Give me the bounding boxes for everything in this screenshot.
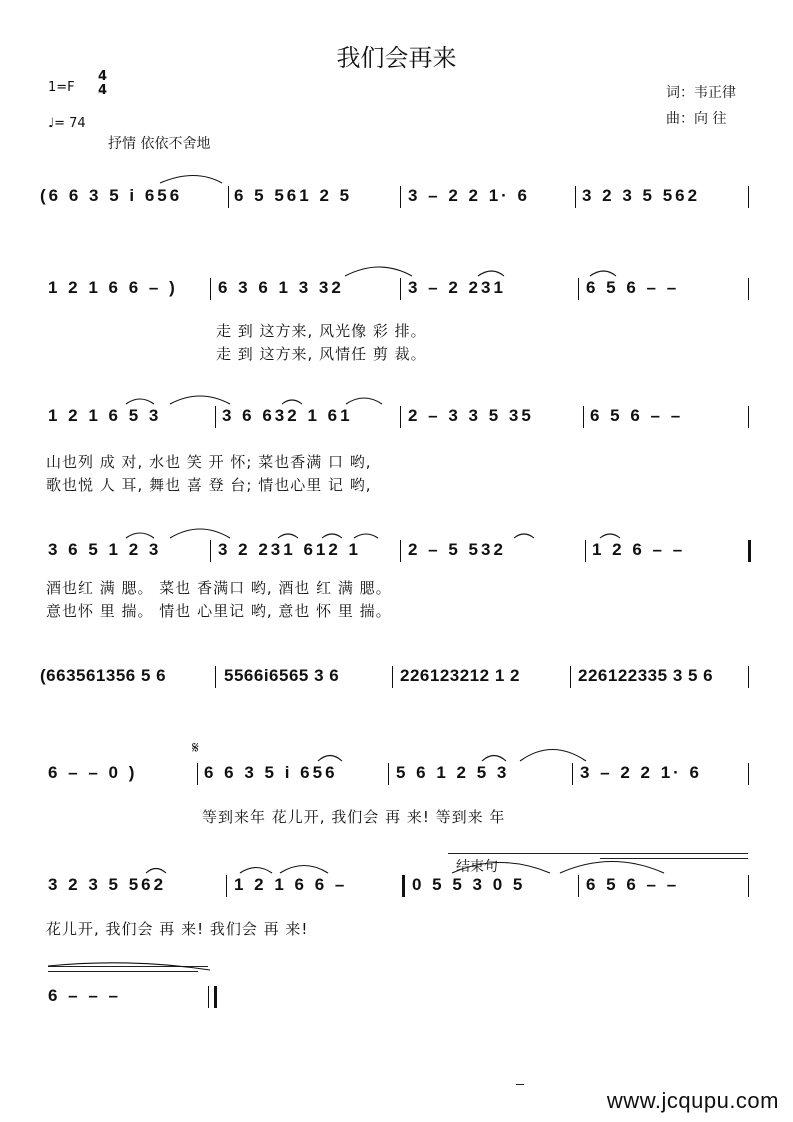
slur (160, 176, 222, 184)
barline (400, 278, 401, 300)
barline (575, 186, 576, 208)
barline (210, 278, 211, 300)
expression-marking: 抒情 依依不舍地 (108, 136, 211, 152)
tie-line (48, 971, 198, 972)
quarter-note-icon: ♩ (48, 116, 55, 131)
slur (278, 534, 298, 538)
measure: 5 6 1 2 5 3 (396, 763, 510, 782)
slur (354, 534, 378, 538)
barline (400, 406, 401, 428)
composer-credit: 曲：向 往 (666, 111, 727, 127)
key-signature: 1=F (48, 80, 75, 95)
tempo-value: = 74 (54, 116, 86, 131)
tempo-marking (48, 116, 86, 131)
lyric-line: 山也列 成 对, 水也 笑 开 怀; 菜也香满 口 哟, (46, 453, 372, 471)
barline (215, 406, 216, 428)
barline (226, 875, 227, 897)
measure: 1 2 6 – – (592, 540, 686, 559)
final-barline (214, 986, 217, 1008)
measure: 6 5 6 – – (590, 406, 684, 425)
measure: 3 6 632 1 61 (222, 406, 353, 425)
measure: 226122335 3 5 6 (578, 666, 714, 685)
measure: 3 – 2 2 1· 6 (580, 763, 703, 782)
barline (748, 666, 749, 688)
measure: 6 6 3 5 i 656 (204, 763, 338, 782)
slur (520, 750, 586, 762)
barline (215, 666, 216, 688)
measure: 3 2 231 612 1 (218, 540, 361, 559)
measure: 1 2 1 6 5 3 (48, 406, 162, 425)
slur (560, 862, 664, 874)
lyricist-credit: 词：韦正律 (666, 85, 736, 101)
barline (572, 763, 573, 785)
measure: 3 2 3 5 562 (582, 186, 701, 205)
small-mark (516, 1084, 524, 1085)
barline (748, 875, 749, 897)
slur (280, 866, 328, 874)
slur (482, 756, 506, 762)
slur (590, 271, 616, 276)
barline (748, 406, 749, 428)
segno-icon: 𝄋 (192, 738, 199, 757)
slur (345, 267, 412, 276)
measure: (6 6 3 5 i 656 (40, 186, 183, 205)
measure: 226123212 1 2 (400, 666, 520, 685)
barline (197, 763, 198, 785)
barline (748, 186, 749, 208)
barline (210, 540, 211, 562)
page-title: 我们会再来 (336, 44, 457, 72)
time-signature-top: 4 (98, 69, 108, 84)
lyric-line: 走 到 这方来, 风光像 彩 排。 (216, 322, 427, 340)
slur (282, 400, 302, 404)
measure: 3 – 2 231 (408, 278, 506, 297)
slur (126, 533, 154, 538)
ending-label: 结束句 (456, 859, 498, 875)
measure: 2 – 3 3 5 35 (408, 406, 534, 425)
measure: 2 – 5 532 (408, 540, 506, 559)
slur (322, 534, 342, 538)
lyric-line: 酒也红 满 腮。 菜也 香满口 哟, 酒也 红 满 腮。 (46, 579, 392, 597)
barline (585, 540, 586, 562)
volta-line (600, 858, 748, 859)
slur (126, 399, 154, 404)
measure: 3 2 3 5 562 (48, 875, 167, 894)
barline (748, 763, 749, 785)
time-signature-bottom: 4 (98, 83, 108, 98)
lyric-line: 走 到 这方来, 风情任 剪 裁。 (216, 345, 427, 363)
barline (208, 986, 209, 1008)
measure: 6 3 6 1 3 32 (218, 278, 344, 297)
slur (170, 396, 230, 404)
lyric-line: 等到来年 花儿开, 我们会 再 来! 等到来 年 (202, 808, 506, 826)
volta-line (448, 853, 748, 854)
slur (600, 534, 620, 538)
repeat-barline (402, 875, 405, 897)
measure: 6 5 6 – – (586, 278, 680, 297)
barline (748, 278, 749, 300)
slur (346, 398, 382, 404)
measure: 5566i6565 3 6 (224, 666, 340, 685)
measure: 6 – – – (48, 986, 121, 1005)
barline (570, 666, 571, 688)
watermark: www.jcqupu.com (606, 1088, 779, 1113)
measure: 1 2 1 6 6 – (234, 875, 348, 894)
barline (392, 666, 393, 688)
lyric-line: 歌也悦 人 耳, 舞也 喜 登 台; 情也心里 记 哟, (46, 476, 372, 494)
barline (578, 278, 579, 300)
slur (514, 534, 534, 538)
lyric-line: 花儿开, 我们会 再 来! 我们会 再 来! (46, 920, 309, 938)
measure: 6 5 561 2 5 (234, 186, 353, 205)
slur (318, 756, 342, 762)
slur (478, 271, 504, 276)
measure: 3 6 5 1 2 3 (48, 540, 162, 559)
barline (578, 875, 579, 897)
slur (146, 869, 166, 874)
barline (228, 186, 229, 208)
measure: 1 2 1 6 6 – ) (48, 278, 178, 297)
lyric-line: 意也怀 里 揣。 情也 心里记 哟, 意也 怀 里 揣。 (46, 602, 392, 620)
barline (388, 763, 389, 785)
slur (240, 868, 272, 874)
barline (583, 406, 584, 428)
measure: 6 5 6 – – (586, 875, 680, 894)
measure: (663561356 5 6 (40, 666, 167, 685)
measure: 3 – 2 2 1· 6 (408, 186, 531, 205)
measure: 0 5 5 3 0 5 (412, 875, 526, 894)
barline (400, 186, 401, 208)
slur (170, 529, 230, 538)
tie-line (48, 966, 208, 967)
repeat-barline (748, 540, 751, 562)
time-signature (98, 70, 107, 98)
measure: 6 – – 0 ) (48, 763, 138, 782)
barline (400, 540, 401, 562)
